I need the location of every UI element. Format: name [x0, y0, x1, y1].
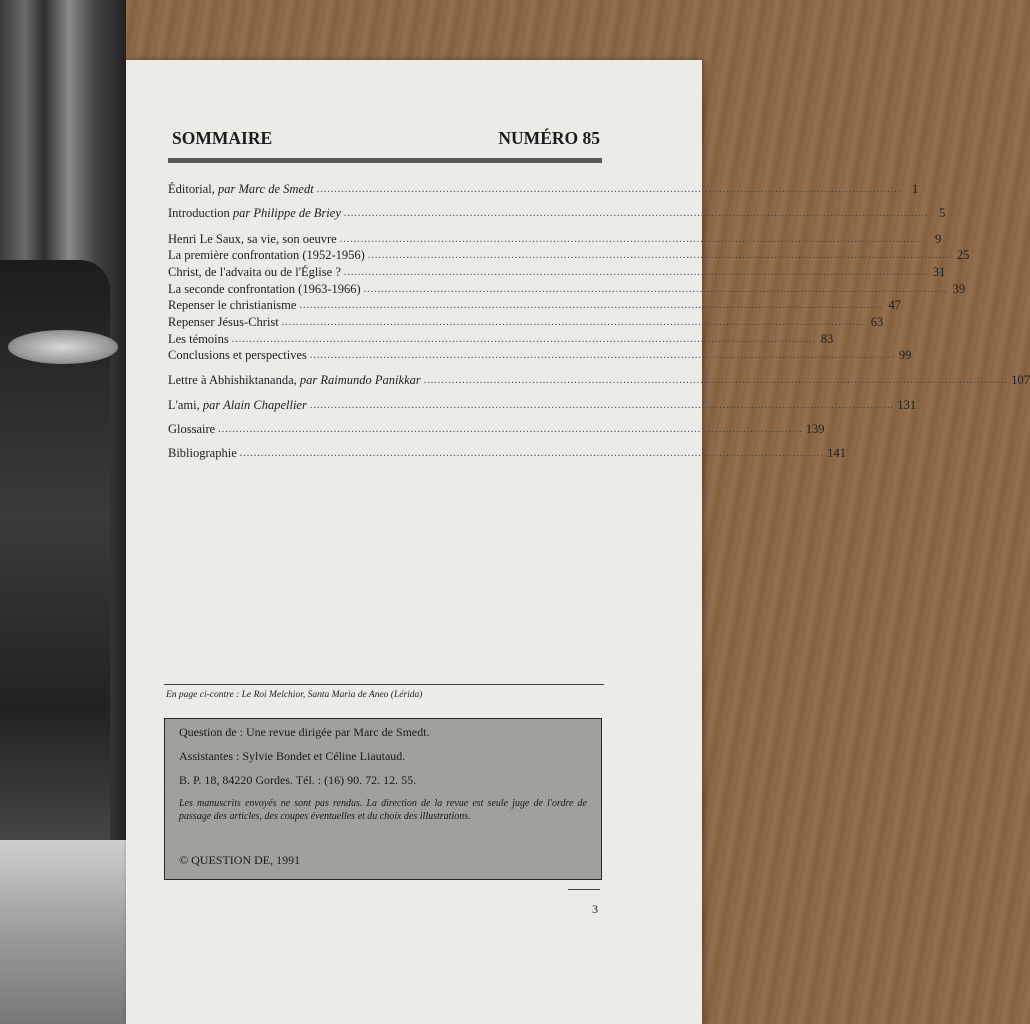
toc-leader: ....................................................................................................................................................................... — [339, 234, 925, 245]
toc-entry — [168, 296, 901, 312]
toc-page: 31 — [932, 265, 946, 279]
toc-entry — [168, 330, 834, 346]
toc-title: Henri Le Saux, sa vie, son oeuvre — [168, 232, 337, 246]
toc-entry — [168, 313, 884, 329]
toc-title: Repenser le christianisme — [168, 298, 297, 312]
toc-title: Repenser Jésus-Christ — [168, 315, 279, 329]
toc-leader: ....................................................................................................................................................................... — [309, 350, 895, 361]
toc-title: Christ, de l'advaita ou de l'Église ? — [168, 265, 341, 279]
toc-page: 39 — [952, 282, 966, 296]
toc-entry — [168, 230, 942, 246]
issue-number: NUMÉRO 85 — [498, 128, 600, 148]
toc-leader: ....................................................................................................................................................................... — [218, 424, 803, 435]
toc-entry — [168, 246, 970, 262]
toc-leader: ....................................................................................................................................................................... — [367, 250, 953, 261]
toc-title: Introduction par Philippe de Briey — [168, 206, 341, 220]
toc-entry — [168, 180, 919, 196]
footer-rule — [568, 889, 600, 890]
toc-entry — [168, 346, 912, 362]
toc-entry — [168, 204, 946, 220]
toc-title: Bibliographie — [168, 446, 237, 460]
toc-page: 99 — [898, 348, 912, 362]
masthead-notice: Les manuscrits envoyés ne sont pas rendus. La direction de la revue est seule juge de l'ordre de passage des articles, des coupes éventuelles et du choix des illustrations. — [179, 798, 587, 822]
sommaire-title: SOMMAIRE — [172, 128, 273, 148]
page-header — [172, 128, 600, 152]
header-rule — [168, 158, 602, 163]
masthead-editor: Question de : Une revue dirigée par Marc de Smedt. — [179, 725, 430, 739]
toc-leader: ....................................................................................................................................................................... — [343, 267, 929, 278]
toc-entry — [168, 444, 846, 460]
toc-entry — [168, 280, 966, 296]
book-page — [126, 60, 1030, 1024]
toc-page: 131 — [897, 398, 917, 412]
photo-lower-area — [0, 840, 126, 1024]
toc-entry — [168, 420, 825, 436]
masthead-box — [164, 718, 602, 880]
masthead-assistants: Assistantes : Sylvie Bondet et Céline Liautaud. — [179, 749, 406, 763]
toc-leader: ....................................................................................................................................................................... — [343, 208, 929, 219]
toc-title: Lettre à Abhishiktananda, par Raimundo Panikkar — [168, 373, 421, 387]
masthead-copyright: © QUESTION DE, 1991 — [179, 853, 301, 867]
toc-page: 83 — [820, 332, 834, 346]
toc-page: 139 — [805, 422, 825, 436]
toc-leader: ....................................................................................................................................................................... — [423, 375, 1009, 386]
toc-page: 9 — [934, 232, 942, 246]
photo-caption: En page ci-contre : Le Roi Melchior, Santa Maria de Aneo (Lérida) — [166, 690, 423, 700]
toc-entry — [168, 371, 1030, 387]
caption-rule — [164, 684, 604, 685]
toc-leader: ....................................................................................................................................................................... — [316, 184, 902, 195]
toc-page: 1 — [911, 182, 919, 196]
toc-page: 63 — [870, 315, 884, 329]
toc-leader: ....................................................................................................................................................................... — [281, 317, 867, 328]
toc-leader: ....................................................................................................................................................................... — [363, 284, 949, 295]
toc-title: L'ami, par Alain Chapellier — [168, 398, 307, 412]
toc-title: Les témoins — [168, 332, 229, 346]
photo-hat — [8, 330, 118, 364]
toc-title: La seconde confrontation (1963-1966) — [168, 282, 361, 296]
toc-page: 47 — [888, 298, 901, 312]
toc-leader: ....................................................................................................................................................................... — [309, 400, 895, 411]
toc-title: Conclusions et perspectives — [168, 348, 307, 362]
masthead-address: B. P. 18, 84220 Gordes. Tél. : (16) 90. 72. 12. 55. — [179, 773, 417, 787]
toc-title: Glossaire — [168, 422, 216, 436]
toc-leader: ....................................................................................................................................................................... — [299, 300, 884, 311]
toc-page: 5 — [939, 206, 946, 220]
toc-leader: ....................................................................................................................................................................... — [231, 334, 817, 345]
page-number: 3 — [592, 902, 598, 916]
toc-title: Éditorial, par Marc de Smedt — [168, 182, 314, 196]
toc-title: La première confrontation (1952-1956) — [168, 248, 365, 262]
toc-leader: ....................................................................................................................................................................... — [239, 448, 825, 459]
toc-page: 107 — [1011, 373, 1030, 387]
toc-page: 25 — [956, 248, 970, 262]
toc-entry — [168, 263, 946, 279]
toc-entry — [168, 396, 917, 412]
toc-page: 141 — [827, 446, 846, 460]
facing-page-photo — [0, 0, 126, 1024]
